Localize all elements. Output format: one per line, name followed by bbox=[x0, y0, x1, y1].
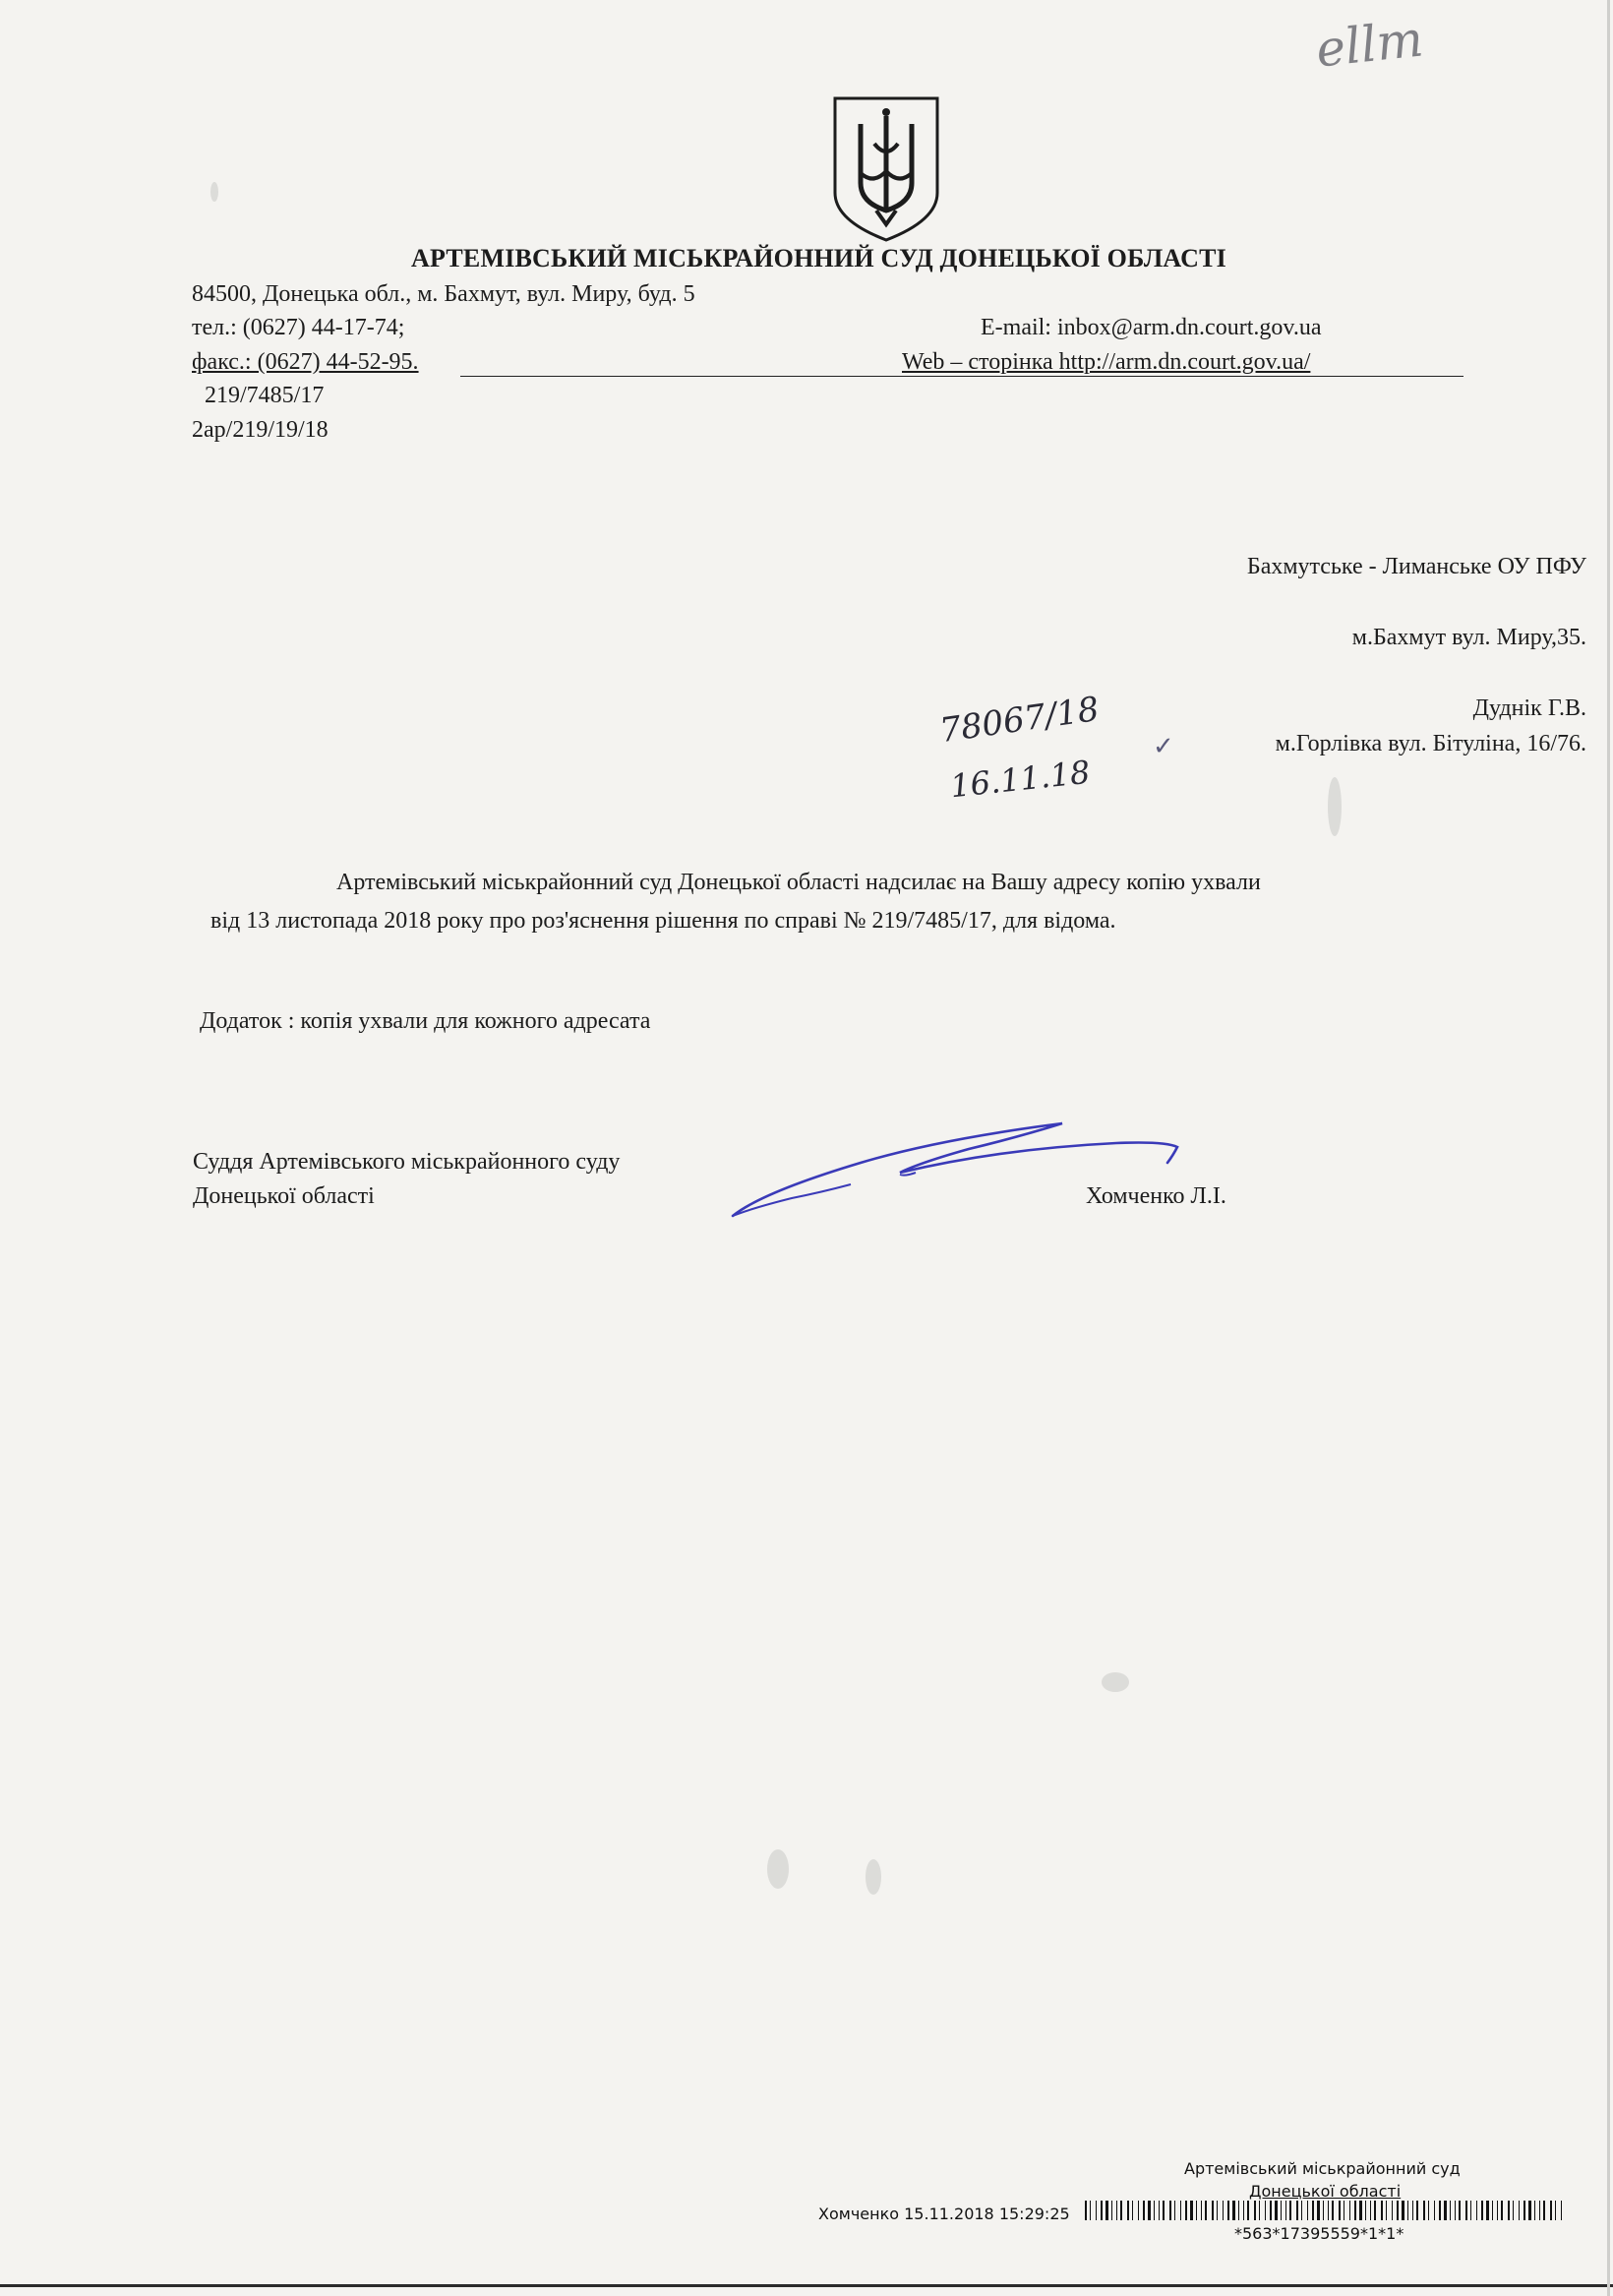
case-number: 219/7485/17 bbox=[205, 383, 325, 408]
court-title: АРТЕМІВСЬКИЙ МІСЬКРАЙОННИЙ СУД ДОНЕЦЬКОЇ ОБЛАСТІ bbox=[411, 244, 1226, 272]
scan-speck bbox=[1328, 777, 1342, 836]
judge-name: Хомченко Л.І. bbox=[1086, 1183, 1226, 1209]
handwritten-incoming-date: 16.11.18 bbox=[948, 753, 1093, 806]
recipient-person: Дуднік Г.В. bbox=[1472, 695, 1586, 721]
esign-court-line-1: Артемівський міськрайонний суд bbox=[1184, 2159, 1461, 2178]
esign-signed-by: Хомченко 15.11.2018 15:29:25 bbox=[818, 2205, 1070, 2223]
coat-of-arms-icon bbox=[831, 94, 941, 244]
recipient-person-address: м.Горлівка вул. Бітуліна, 16/76. bbox=[1275, 731, 1586, 756]
scan-speck bbox=[767, 1849, 789, 1889]
body-paragraph-line-1: Артемівський міськрайонний суд Донецької області надсилає на Вашу адресу копію ухвали bbox=[336, 870, 1261, 895]
scan-speck bbox=[210, 182, 218, 202]
judge-title-line-2: Донецької області bbox=[193, 1183, 375, 1209]
court-email: E-mail: inbox@arm.dn.court.gov.ua bbox=[981, 315, 1322, 340]
recipient-organization-address: м.Бахмут вул. Миру,35. bbox=[1351, 625, 1586, 650]
body-paragraph-line-2: від 13 листопада 2018 року про роз'яснення рішення по справі № 219/7485/17, для відома. bbox=[210, 908, 1116, 934]
recipient-organization: Бахмутське - Лиманське ОУ ПФУ bbox=[1246, 554, 1586, 579]
court-address: 84500, Донецька обл., м. Бахмут, вул. Миру, буд. 5 bbox=[192, 281, 695, 307]
court-website: Web – сторінка http://arm.dn.court.gov.ua/ bbox=[902, 349, 1311, 375]
scan-bottom-edge bbox=[0, 2284, 1613, 2287]
barcode bbox=[1085, 2201, 1567, 2220]
case-number-secondary: 2ар/219/19/18 bbox=[192, 417, 329, 443]
scan-speck bbox=[1102, 1672, 1129, 1692]
checkmark-icon: ✓ bbox=[1153, 732, 1174, 761]
court-fax: факс.: (0627) 44-52-95. bbox=[192, 349, 419, 375]
esign-court-line-2: Донецької області bbox=[1249, 2182, 1402, 2201]
scan-right-edge bbox=[1607, 0, 1610, 2296]
handwritten-incoming-number: 78067/18 bbox=[937, 689, 1102, 752]
scan-speck bbox=[866, 1859, 881, 1895]
judge-title-line-1: Суддя Артемівського міськрайонного суду bbox=[193, 1149, 621, 1175]
esign-code: *563*17395559*1*1* bbox=[1234, 2224, 1404, 2243]
court-phone: тел.: (0627) 44-17-74; bbox=[192, 315, 405, 340]
attachment-note: Додаток : копія ухвали для кожного адресата bbox=[200, 1008, 651, 1034]
handwritten-corner-mark: ellm bbox=[1313, 10, 1426, 79]
letterhead-rule bbox=[460, 376, 1464, 377]
